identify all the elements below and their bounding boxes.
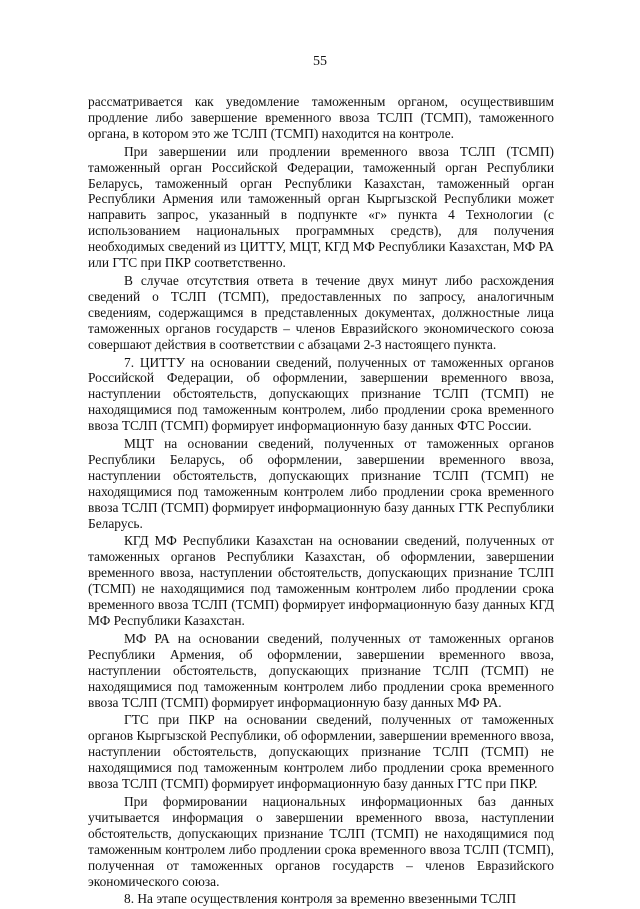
paragraph: ГТС при ПКР на основании сведений, полученных от таможенных органов Кыргызской Республики, об оформлении, завершении временного ввоза, наступлении обстоятельств, допускающих признание ТСЛП (ТСМП) не находящимися под таможенным контролем либо продлении срока временного ввоза ТСЛП (ТСМП) формирует информационную базу данных ГТС при ПКР. — [88, 712, 554, 792]
paragraph: При формировании национальных информационных баз данных учитывается информация о завершении временного ввоза, наступлении обстоятельств, допускающих признание ТСЛП (ТСМП) не находящимися под таможенным контролем либо продлении срока временного ввоза ТСЛП (ТСМП), полученная от таможенных органов государств – членов Евразийского экономического союза. — [88, 793, 554, 889]
paragraph: 7. ЦИТТУ на основании сведений, полученных от таможенных органов Российской Федерации, об оформлении, завершении временного ввоза, наступлении обстоятельств, допускающих признание ТСЛП (ТСМП) не находящимися под таможенным контролем, либо продлении срока временного ввоза ТСЛП (ТСМП) формирует информационную базу данных ФТС России. — [88, 354, 554, 434]
paragraph: рассматривается как уведомление таможенным органом, осуществившим продление либо завершение временного ввоза ТСЛП (ТСМП), таможенного органа, в котором это же ТСЛП (ТСМП) находится на контроле. — [88, 94, 554, 141]
paragraph: МЦТ на основании сведений, полученных от таможенных органов Республики Беларусь, об оформлении, завершении временного ввоза, наступлении обстоятельств, допускающих признание ТСЛП (ТСМП) не находящимися под таможенным контролем либо продлении срока временного ввоза ТСЛП (ТСМП) формирует информационную базу данных ГТК Республики Беларусь. — [88, 436, 554, 531]
paragraph: 8. На этапе осуществления контроля за временно ввезенными ТСЛП — [124, 891, 517, 907]
paragraph: МФ РА на основании сведений, полученных от таможенных органов Республики Армения, об оформлении, завершении временного ввоза, наступлении обстоятельств, допускающих признание ТСЛП (ТСМП) не находящимися под таможенным контролем либо продлении срока временного ввоза ТСЛП (ТСМП) формирует информационную базу данных МФ РА. — [88, 630, 554, 710]
paragraph: КГД МФ Республики Казахстан на основании сведений, полученных от таможенных органов Республики Казахстан, об оформлении, завершении временного ввоза, наступлении обстоятельств, допускающих признание ТСЛП (ТСМП) не находящимися под таможенным контролем либо продлении срока временного ввоза ТСЛП (ТСМП) формирует информационную базу данных КГД МФ Республики Казахстан. — [88, 533, 554, 628]
paragraph: В случае отсутствия ответа в течение двух минут либо расхождения сведений о ТСЛП (ТСМП), предоставленных по запросу, аналогичным сведениям, содержащимся в представленных документах, должностные лица таможенных органов государств – членов Евразийского экономического союза совершают действия в соответствии с абзацами 2-3 настоящего пункта. — [88, 272, 554, 352]
page-number: 55 — [313, 54, 327, 69]
paragraph: При завершении или продлении временного ввоза ТСЛП (ТСМП) таможенный орган Российской Федерации, таможенный орган Республики Беларусь, таможенный орган Республики Казахстан, таможенный орган Республики Армения или таможенный орган Кыргызской Республики может направить запрос, указанный в подпункте «г» пункта 4 Технологии (с использованием национальных программных средств), для получения необходимых сведений из ЦИТТУ, МЦТ, КГД МФ Республики Казахстан, МФ РА или ГТС при ПКР соответственно. — [88, 143, 554, 271]
document-body — [88, 94, 554, 909]
